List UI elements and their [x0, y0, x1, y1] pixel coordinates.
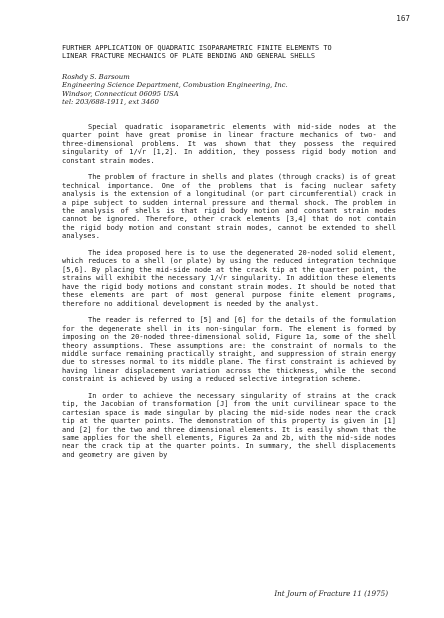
author-location: Windsor, Connecticut 06095 USA	[62, 89, 179, 98]
page-number: 167	[396, 14, 410, 23]
author-name: Roshdy S. Barsoum	[62, 73, 130, 81]
paragraph-2: The problem of fracture in shells and plates (through cracks) is of great technical importance. One of the problems that is facing nuclear safety analysis is the extension of a longitudinal (or part circumferential) crack in a pipe subject to sudden internal pressure and thermal shock. The problem in the analysis of shells is that rigid body motion and constant strain modes cannot be ignored. Therefore, other crack elements [3,4] that do not contain the rigid body motion and constant strain modes, cannot be extended to shell analyses.	[62, 173, 396, 241]
paragraph-5: In order to achieve the necessary singularity of strains at the crack tip, the Jacobian of transformation [J] from the unit curvilinear space to the cartesian space is made singular by placing the mid-side nodes near the crack tip at the quarter points. The demonstration of this property is given in [1] and [2] for the two and three dimensional elements. It is easily shown that the same applies for the shell elements, Figures 2a and 2b, with the mid-side nodes near the crack tip at the quarter points. In summary, the shell displacements and geometry are given by	[62, 391, 396, 459]
paragraph-4: The reader is referred to [5] and [6] for the details of the formulation for the degenerate shell in its non-singular form. The element is formed by imposing on the 20-noded three-dimensional solid, Figure 1a, some of the shell theory assumptions. These assumptions are: the constraint of normals to the middle surface remaining practically straight, and suppression of strain energy due to stresses normal to its middle plane. The first constraint is achieved by having linear displacement variation across the thickness, while the second constraint is achieved by using a reduced selective integration scheme.	[62, 316, 396, 384]
article-title	[62, 44, 404, 61]
paragraph-3: The idea proposed here is to use the degenerated 20-noded solid element, which reduces to a shell (or plate) by using the reduced integration technique [5,6]. By placing the mid-side node at the crack tip at the quarter point, the strains will exhibit the necessary 1/√r singularity. In addition these elements have the rigid body motions and constant strain modes. It should be noted that these elements are part of most general purpose finite element programs, therefore no additional development is needed by the analyst.	[62, 249, 396, 308]
author-affiliation: Engineering Science Department, Combustion Engineering, Inc.	[62, 81, 288, 90]
journal-footer: Int Journ of Fracture 11 (1975)	[274, 589, 388, 598]
title-line-2: LINEAR FRACTURE MECHANICS OF PLATE BENDING AND GENERAL SHELLS	[62, 52, 316, 61]
author-block	[62, 73, 404, 107]
article-body	[62, 123, 396, 468]
author-telephone: tel: 203/688-1911, ext 3460	[62, 98, 159, 107]
title-line-1: FURTHER APPLICATION OF QUADRATIC ISOPARAMETRIC FINITE ELEMENTS TO	[62, 44, 332, 52]
paragraph-1: Special quadratic isoparametric elements with mid-side nodes at the quarter point have great promise in linear fracture mechanics of two- and three-dimensional problems. It was shown that they possess the required singularity of 1/√r [1,2]. In addition, they possess rigid body motion and constant strain modes.	[62, 123, 396, 165]
